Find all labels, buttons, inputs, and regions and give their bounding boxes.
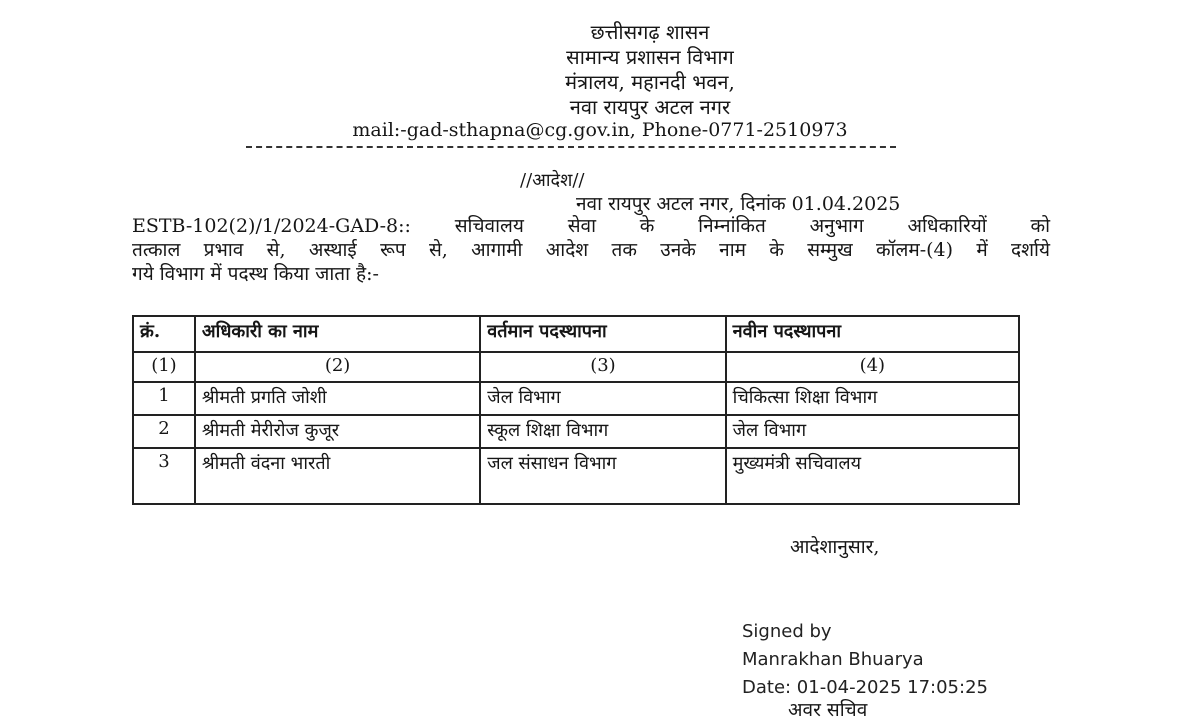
- signature-name: Manrakhan Bhuarya: [742, 649, 924, 670]
- header-contact: mail:-gad-sthapna@cg.gov.in, Phone-0771-2510973: [352, 119, 848, 141]
- order-dateline: नवा रायपुर अटल नगर, दिनांक 01.04.2025: [576, 193, 901, 215]
- digital-signature-block: [742, 618, 988, 702]
- current-posting-cell: स्कूल शिक्षा विभाग: [480, 415, 725, 448]
- header-cell-current-posting: वर्तमान पदस्थापना: [480, 316, 725, 352]
- column-number: (1): [133, 352, 195, 382]
- table-row: [133, 382, 1019, 415]
- officer-name-cell: श्रीमती वंदना भारती: [195, 448, 480, 504]
- header-government: छत्तीसगढ़ शासन: [590, 20, 710, 44]
- order-body: [132, 214, 1050, 286]
- column-number: (4): [726, 352, 1019, 382]
- column-number: (3): [480, 352, 725, 382]
- order-body-line: गये विभाग में पदस्थ किया जाता है:-: [132, 263, 379, 285]
- order-heading: //आदेश//: [520, 170, 585, 191]
- serial-cell: 3: [133, 448, 195, 504]
- table-header-row: [133, 316, 1019, 352]
- serial-cell: 2: [133, 415, 195, 448]
- serial-cell: 1: [133, 382, 195, 415]
- new-posting-cell: जेल विभाग: [726, 415, 1019, 448]
- table-row: [133, 448, 1019, 504]
- header-department: सामान्य प्रशासन विभाग: [566, 45, 734, 69]
- officer-name-cell: श्रीमती मेरीरोज कुजूर: [195, 415, 480, 448]
- current-posting-cell: जेल विभाग: [480, 382, 725, 415]
- dashed-separator: [246, 146, 896, 148]
- new-posting-cell: चिकित्सा शिक्षा विभाग: [726, 382, 1019, 415]
- closing-phrase: आदेशानुसार,: [790, 536, 880, 558]
- column-number: (2): [195, 352, 480, 382]
- new-posting-cell: मुख्यमंत्री सचिवालय: [726, 448, 1019, 504]
- signature-signed-by: Signed by: [742, 621, 832, 642]
- header-cell-name: अधिकारी का नाम: [195, 316, 480, 352]
- order-body-line: तत्काल प्रभाव से, अस्थाई रूप से, आगामी आदेश तक उनके नाम के सम्मुख कॉलम-(4) में दर्शाये: [132, 239, 1050, 261]
- current-posting-cell: जल संसाधन विभाग: [480, 448, 725, 504]
- table-row: [133, 415, 1019, 448]
- posting-table: [132, 315, 1020, 505]
- header-building: मंत्रालय, महानदी भवन,: [565, 70, 735, 94]
- header-cell-new-posting: नवीन पदस्थापना: [726, 316, 1019, 352]
- header-cell-serial: क्रं.: [133, 316, 195, 352]
- officer-name-cell: श्रीमती प्रगति जोशी: [195, 382, 480, 415]
- signatory-designation: अवर सचिव: [788, 699, 868, 721]
- order-body-line: ESTB-102(2)/1/2024-GAD-8:: सचिवालय सेवा के निम्नांकित अनुभाग अधिकारियों को: [132, 215, 1050, 237]
- signature-date: Date: 01-04-2025 17:05:25: [742, 677, 988, 698]
- header-city: नवा रायपुर अटल नगर: [569, 95, 731, 119]
- column-number-row: [133, 352, 1019, 382]
